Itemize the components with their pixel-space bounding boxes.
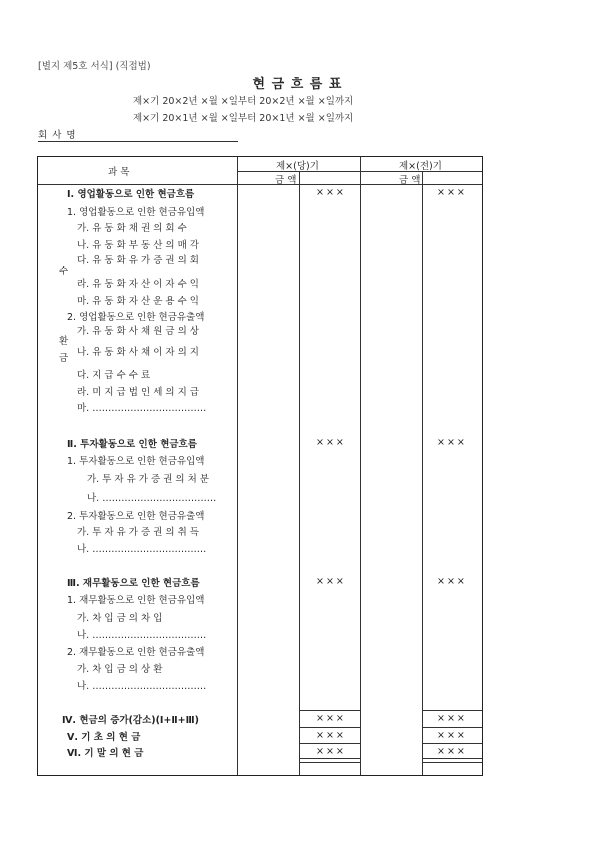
item-row: 나. ………………………………: [87, 493, 217, 504]
cash-flow-table: [37, 156, 483, 776]
col-divider: [299, 171, 300, 775]
row-line: [422, 758, 482, 759]
item-row: 나. 유 동 화 사 채 이 자 의 지: [77, 347, 199, 358]
item-row: 나. 유 동 화 부 동 산 의 매 각: [77, 240, 199, 251]
item-row: 가. 차 입 금 의 차 입: [77, 613, 163, 624]
total-row: Ⅴ. 기 초 의 현 금: [67, 732, 141, 743]
item-row: 다. 유 동 화 유 가 증 권 의 회: [77, 255, 199, 266]
amount-placeholder: ×××: [316, 746, 346, 757]
amount-placeholder: ×××: [437, 746, 467, 757]
col-header-prior-amount: 금 액: [399, 175, 421, 186]
document-title: 현 금 흐 름 표: [252, 77, 343, 92]
col-divider: [237, 157, 238, 775]
col-divider: [422, 171, 423, 775]
period-prior: 제×기 20×1년 ×월 ×일부터 20×1년 ×월 ×일까지: [133, 113, 354, 124]
row-line: [422, 762, 482, 763]
item-row: 마. 유 동 화 자 산 운 용 수 익: [77, 296, 199, 307]
total-row: Ⅵ. 기 말 의 현 금: [67, 748, 144, 759]
item-row: 가. 차 입 금 의 상 환: [77, 664, 163, 675]
amount-placeholder: ×××: [437, 576, 467, 587]
side-char: 수: [59, 266, 69, 277]
row-line: [422, 727, 482, 728]
header-divider: [237, 171, 482, 172]
company-name-label: 회 사 명: [38, 130, 77, 141]
section-title: Ⅲ. 재무활동으로 인한 현금흐름: [67, 578, 200, 589]
item-row: 다. 지 급 수 수 료: [77, 370, 151, 381]
item-row: 나. ………………………………: [77, 630, 207, 641]
row-line: [299, 758, 360, 759]
row-line: [422, 743, 482, 744]
amount-placeholder: ×××: [316, 576, 346, 587]
col-header-current-amount: 금 액: [275, 175, 297, 186]
amount-placeholder: ×××: [316, 437, 346, 448]
item-row: 가. 유 동 화 사 채 원 금 의 상: [77, 326, 199, 337]
amount-placeholder: ×××: [437, 713, 467, 724]
row-line: [299, 710, 360, 711]
item-row: 나. ………………………………: [77, 681, 207, 692]
col-header-prior: 제×(전)기: [399, 161, 442, 172]
subsection-row: 2. 영업활동으로 인한 현금유출액: [67, 312, 205, 323]
amount-placeholder: ×××: [437, 437, 467, 448]
amount-placeholder: ×××: [316, 713, 346, 724]
row-line: [299, 743, 360, 744]
amount-placeholder: ×××: [437, 187, 467, 198]
row-line: [299, 727, 360, 728]
item-row: 마. ………………………………: [77, 403, 207, 414]
section-title: Ⅰ. 영업활동으로 인한 현금흐름: [67, 189, 195, 200]
side-char: 환: [59, 336, 69, 347]
subsection-row: 2. 투자활동으로 인한 현금유출액: [67, 511, 205, 522]
amount-placeholder: ×××: [437, 730, 467, 741]
row-line: [422, 710, 482, 711]
period-current: 제×기 20×2년 ×월 ×일부터 20×2년 ×월 ×일까지: [133, 96, 354, 107]
row-line: [299, 762, 360, 763]
item-row: 라. 미 지 급 법 인 세 의 지 급: [77, 387, 199, 398]
item-row: 가. 투 자 유 가 증 권 의 처 분: [87, 474, 209, 485]
col-header-current: 제×(당)기: [276, 161, 319, 172]
subsection-row: 1. 재무활동으로 인한 현금유입액: [67, 595, 205, 606]
item-row: 가. 투 자 유 가 증 권 의 취 득: [77, 527, 199, 538]
form-label: [별지 제5호 서식] (직접법): [38, 61, 151, 72]
subsection-row: 1. 영업활동으로 인한 현금유입액: [67, 207, 205, 218]
item-row: 가. 유 동 화 채 권 의 회 수: [77, 223, 187, 234]
side-char: 금: [59, 353, 69, 364]
col-header-subject: 과 목: [108, 167, 130, 178]
item-row: 나. ………………………………: [77, 544, 207, 555]
amount-placeholder: ×××: [316, 730, 346, 741]
subsection-row: 2. 재무활동으로 인한 현금유출액: [67, 647, 205, 658]
total-row: Ⅳ. 현금의 증가(감소)(Ⅰ+Ⅱ+Ⅲ): [62, 715, 199, 726]
col-divider: [360, 157, 361, 775]
subsection-row: 1. 투자활동으로 인한 현금유입액: [67, 456, 205, 467]
section-title: Ⅱ. 투자활동으로 인한 현금흐름: [67, 439, 197, 450]
item-row: 라. 유 동 화 자 산 이 자 수 익: [77, 279, 199, 290]
company-name-line: [38, 141, 238, 142]
amount-placeholder: ×××: [316, 187, 346, 198]
